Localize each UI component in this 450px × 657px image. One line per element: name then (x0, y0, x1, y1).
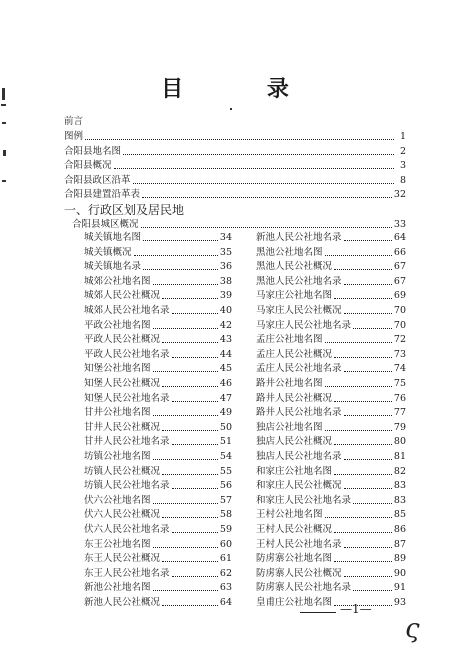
toc-entry (256, 538, 406, 551)
handwritten-mark: ς (405, 614, 420, 644)
entry-page: 86 (393, 524, 406, 535)
scan-mark (3, 150, 6, 156)
entry-label: 城关镇地名录 (84, 261, 142, 273)
toc-entry (64, 145, 406, 158)
entry-page: 55 (219, 465, 232, 477)
entry-label: 知堡人民公社概况 (84, 378, 161, 389)
toc-entry (256, 494, 406, 507)
entry-label: 黑池人民公社概况 (256, 261, 333, 273)
toc-entry (64, 159, 406, 172)
dot-leader (162, 430, 218, 431)
entry-label: 防虏寨人民公社地名录 (256, 582, 352, 594)
toc-entry (84, 260, 232, 273)
toc-entry (84, 538, 232, 551)
entry-page: 62 (219, 567, 232, 579)
entry-label: 和家庄人民公社地名录 (256, 494, 352, 506)
entry-label: 图例 (64, 131, 84, 142)
scan-mark (2, 180, 6, 182)
entry-page: 90 (393, 567, 406, 579)
toc-entry (84, 450, 232, 463)
dot-leader (172, 444, 218, 445)
entry-page: 74 (393, 363, 406, 375)
entry-page: 51 (219, 436, 232, 448)
toc-entry (256, 319, 406, 332)
entry-label: 伏六人民公社地名录 (84, 524, 170, 535)
entry-page: 85 (393, 509, 406, 521)
dot-leader (172, 313, 218, 314)
entry-label: 黑池人民公社地名录 (256, 275, 342, 287)
entry-label: 甘井人民公社概况 (84, 421, 161, 433)
entry-label: 东王公社地名图 (84, 538, 151, 550)
entry-label: 坊镇人民公社概况 (84, 465, 161, 477)
dot-leader (142, 197, 392, 198)
toc-entry (84, 494, 232, 507)
dot-leader (334, 474, 392, 475)
dot-leader (162, 386, 218, 387)
dot-leader (114, 168, 394, 169)
dot-leader (172, 401, 218, 402)
entry-page: 59 (219, 524, 232, 535)
entry-page: 54 (219, 451, 232, 462)
entry-page: 34 (219, 232, 232, 243)
entry-label: 新池公社地名图 (84, 582, 151, 594)
dot-leader (344, 371, 392, 372)
toc-entry (84, 465, 232, 478)
dot-leader (143, 269, 218, 270)
entry-page: 46 (219, 378, 232, 389)
dot-leader (325, 386, 392, 387)
toc-entry (84, 362, 232, 375)
entry-page: 61 (219, 553, 232, 565)
entry-page: 64 (393, 232, 406, 243)
dot-leader (153, 371, 218, 372)
dot-leader (325, 255, 392, 256)
entry-page: 73 (393, 348, 406, 360)
entry-page: 43 (219, 334, 232, 346)
entry-label: 平政公社地名图 (84, 319, 151, 331)
dot-leader (153, 415, 218, 416)
toc-entry (256, 275, 406, 288)
entry-page: 60 (219, 538, 232, 550)
entry-page: 79 (393, 421, 406, 433)
toc-entry (256, 304, 406, 317)
toc-entry (84, 479, 232, 492)
toc-entry (256, 435, 406, 448)
dot-leader (353, 503, 392, 504)
entry-page: 56 (219, 480, 232, 492)
toc-entry (256, 523, 406, 536)
entry-label: 东王人民公社地名录 (84, 567, 170, 579)
toc-entry (84, 508, 232, 521)
entry-page: 87 (393, 538, 406, 550)
toc-entry (64, 130, 406, 143)
toc-entry (84, 377, 232, 390)
entry-page: 70 (393, 319, 406, 331)
dot-leader (172, 488, 218, 489)
entry-page: 44 (219, 348, 232, 360)
dot-leader (353, 590, 392, 591)
dot-leader (133, 183, 394, 184)
dot-leader (344, 284, 392, 285)
entry-page: 89 (393, 553, 406, 565)
entry-label: 城郊人民公社概况 (84, 290, 161, 302)
entry-page: 1 (399, 131, 406, 142)
entry-label: 独店公社地名图 (256, 421, 323, 433)
entry-label: 伏六人民公社概况 (84, 509, 161, 521)
dot-leader (153, 284, 218, 285)
entry-page: 33 (393, 219, 406, 230)
entry-page: 70 (393, 305, 406, 316)
entry-label: 防虏寨公社地名图 (256, 553, 333, 565)
entry-label: 新池人民公社概况 (84, 597, 161, 608)
entry-label: 路井人民公社地名录 (256, 407, 342, 419)
toc-entry (256, 348, 406, 361)
entry-label: 平政人民公社概况 (84, 334, 161, 346)
toc-entry (64, 188, 406, 201)
toc-entry (84, 319, 232, 332)
entry-page: 80 (393, 436, 406, 448)
entry-page: 83 (393, 480, 406, 492)
toc-entry (84, 392, 232, 405)
dot-leader (334, 444, 392, 445)
entry-page: 49 (219, 407, 232, 419)
toc-entry (256, 260, 406, 273)
dot-leader (172, 357, 218, 358)
toc-entry (256, 581, 406, 594)
page-title: 目 录 (161, 76, 327, 102)
entry-label: 甘井公社地名图 (84, 407, 151, 419)
dot-leader (344, 415, 392, 416)
entry-label: 合阳县政区沿革 (64, 174, 131, 186)
toc-entry (84, 275, 232, 288)
toc-entry (256, 333, 406, 346)
toc-entry (256, 421, 406, 434)
entry-label: 合阳县概况 (64, 160, 112, 171)
dot-leader (344, 313, 392, 314)
dot-leader (344, 240, 392, 241)
entry-page: 36 (219, 261, 232, 273)
section-heading: 一、行政区划及居民地 (64, 203, 185, 217)
dot-leader (162, 298, 218, 299)
toc-entry (256, 450, 406, 463)
dot-leader (334, 532, 392, 533)
entry-label: 孟庄人民公社地名录 (256, 363, 342, 375)
toc-entry (84, 567, 232, 580)
entry-page: 38 (219, 275, 232, 287)
dot-leader (85, 139, 394, 140)
toc-entry (84, 596, 232, 609)
dot-leader (344, 459, 392, 460)
entry-label: 王村人民公社地名录 (256, 538, 342, 550)
dot-leader (153, 459, 218, 460)
entry-page: 76 (393, 392, 406, 404)
entry-label: 独店人民公社地名录 (256, 451, 342, 462)
dot-leader (153, 590, 218, 591)
entry-label: 新池人民公社地名录 (256, 232, 342, 243)
entry-label: 路井公社地名图 (256, 378, 323, 389)
dot-leader (153, 503, 218, 504)
dot-leader (334, 561, 392, 562)
dot-leader (153, 328, 218, 329)
entry-label: 城郊人民公社地名录 (84, 305, 170, 316)
dot-leader (353, 328, 392, 329)
entry-page: 50 (219, 421, 232, 433)
toc-entry (64, 174, 406, 187)
entry-page: 82 (393, 465, 406, 477)
dot-leader (334, 357, 392, 358)
dot-leader (344, 576, 392, 577)
scan-mark (2, 122, 6, 124)
dot-leader (344, 488, 392, 489)
page-number: —1— (340, 602, 372, 616)
entry-label: 知堡公社地名图 (84, 363, 151, 375)
dot-leader (334, 269, 392, 270)
entry-page: 8 (399, 174, 406, 186)
entry-page: 77 (393, 407, 406, 419)
entry-label: 伏六公社地名图 (84, 494, 151, 506)
entry-page: 42 (219, 319, 232, 331)
toc-entry (84, 333, 232, 346)
toc-entry (84, 552, 232, 565)
entry-page: 63 (219, 582, 232, 594)
entry-label: 马家庄人民公社地名录 (256, 319, 352, 331)
entry-label: 路井人民公社概况 (256, 392, 333, 404)
toc-entry (84, 435, 232, 448)
entry-page: 67 (393, 261, 406, 273)
entry-page: 47 (219, 392, 232, 404)
entry-label: 皇甫庄公社地名图 (256, 597, 333, 608)
entry-label: 城郊公社地名图 (84, 275, 151, 287)
toc-entry (256, 231, 406, 244)
entry-page: 67 (393, 275, 406, 287)
toc-entry (256, 508, 406, 521)
scan-mark (230, 108, 232, 110)
entry-label: 城关镇概况 (84, 246, 132, 258)
entry-page: 75 (393, 378, 406, 389)
dot-leader (334, 401, 392, 402)
entry-label: 坊镇公社地名图 (84, 451, 151, 462)
entry-label: 孟庄公社地名图 (256, 334, 323, 346)
entry-page: 39 (219, 290, 232, 302)
entry-label: 独店人民公社概况 (256, 436, 333, 448)
dot-leader (153, 547, 218, 548)
entry-page: 81 (393, 451, 406, 462)
toc-entry (256, 567, 406, 580)
entry-page: 45 (219, 363, 232, 375)
section-first-entry (72, 218, 406, 231)
entry-page: 64 (219, 597, 232, 608)
entry-page: 3 (399, 160, 406, 171)
entry-label: 和家庄公社地名图 (256, 465, 333, 477)
entry-page: 2 (399, 145, 406, 157)
entry-label: 和家庄人民公社概况 (256, 480, 342, 492)
toc-entry (84, 421, 232, 434)
entry-label: 合阳县建置沿革表 (64, 189, 141, 200)
entry-label: 坊镇人民公社地名录 (84, 480, 170, 492)
entry-label: 合阳县城区概况 (72, 219, 139, 230)
toc-entry (256, 479, 406, 492)
dot-leader (134, 255, 218, 256)
entry-label: 知堡人民公社地名录 (84, 392, 170, 404)
footer-rule (300, 612, 336, 613)
toc-entry (256, 596, 406, 609)
toc-entry (84, 304, 232, 317)
entry-page: 72 (393, 334, 406, 346)
entry-page: 69 (393, 290, 406, 302)
toc-entry (84, 348, 232, 361)
toc-entry (256, 552, 406, 565)
dot-leader (141, 227, 392, 228)
dot-leader (162, 605, 218, 606)
entry-label: 甘井人民公社地名录 (84, 436, 170, 448)
dot-leader (172, 532, 218, 533)
scan-mark (1, 104, 6, 106)
dot-leader (325, 342, 392, 343)
entry-label: 马家庄公社地名图 (256, 290, 333, 302)
toc-entry (256, 377, 406, 390)
dot-leader (334, 298, 392, 299)
entry-label: 马家庄人民公社概况 (256, 305, 342, 316)
dot-leader (172, 576, 218, 577)
entry-page: 66 (393, 246, 406, 258)
entry-page: 35 (219, 246, 232, 258)
entry-page: 32 (393, 189, 406, 200)
toc-entry (256, 392, 406, 405)
entry-page: 91 (393, 582, 406, 594)
entry-label: 王村公社地名图 (256, 509, 323, 521)
toc-entry (256, 289, 406, 302)
toc-entry (84, 231, 232, 244)
entry-page: 93 (393, 597, 406, 608)
entry-page: 58 (219, 509, 232, 521)
toc-entry (256, 406, 406, 419)
toc-entry (84, 523, 232, 536)
entry-label: 黑池公社地名图 (256, 246, 323, 258)
entry-label: 城关镇地名图 (84, 232, 142, 243)
dot-leader (123, 154, 394, 155)
toc-entry (84, 246, 232, 259)
preface-entry: 前言 (64, 116, 84, 127)
toc-entry (84, 581, 232, 594)
entry-label: 平政人民公社地名录 (84, 348, 170, 360)
dot-leader (325, 517, 392, 518)
toc-entry (256, 246, 406, 259)
entry-label: 东王人民公社概况 (84, 553, 161, 565)
entry-label: 防虏寨人民公社概况 (256, 567, 342, 579)
dot-leader (344, 547, 392, 548)
entry-page: 57 (219, 494, 232, 506)
toc-entry (84, 406, 232, 419)
dot-leader (162, 474, 218, 475)
entry-page: 83 (393, 494, 406, 506)
toc-entry (256, 465, 406, 478)
dot-leader (162, 342, 218, 343)
entry-label: 王村人民公社概况 (256, 524, 333, 535)
toc-entry (256, 362, 406, 375)
toc-entry (84, 289, 232, 302)
entry-page: 40 (219, 305, 232, 316)
dot-leader (162, 517, 218, 518)
dot-leader (143, 240, 218, 241)
dot-leader (325, 430, 392, 431)
entry-label: 孟庄人民公社概况 (256, 348, 333, 360)
entry-label: 合阳县地名图 (64, 145, 122, 157)
dot-leader (162, 561, 218, 562)
